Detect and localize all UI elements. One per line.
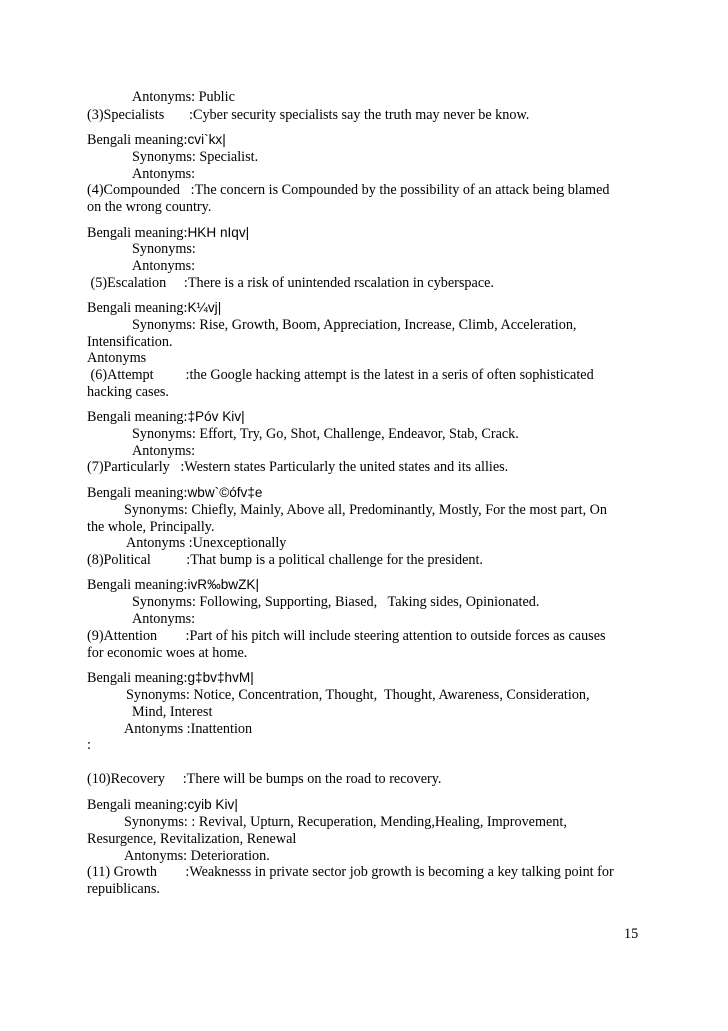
- synonyms-line: Synonyms: : Revival, Upturn, Recuperation, Mending,Healing, Improvement,: [124, 814, 567, 830]
- bengali-meaning-line: [87, 576, 259, 594]
- synonyms-continuation: Resurgence, Revitalization, Renewal: [87, 831, 297, 847]
- bengali-word: cvi`kx|: [187, 132, 226, 147]
- entry-political: (8)Political :That bump is a political challenge for the president.: [87, 552, 483, 568]
- bengali-meaning-line: [87, 484, 262, 502]
- entry-recovery: (10)Recovery :There will be bumps on the road to recovery.: [87, 771, 442, 787]
- synonyms-continuation: Intensification.: [87, 334, 173, 350]
- antonyms-line: Antonyms:: [132, 166, 196, 182]
- synonyms-continuation: the whole, Principally.: [87, 519, 215, 535]
- synonyms-line: Synonyms: Chiefly, Mainly, Above all, Predominantly, Mostly, For the most part, On: [124, 502, 608, 518]
- bengali-label: Bengali meaning:: [87, 132, 188, 148]
- synonyms-line: Synonyms: Following, Supporting, Biased, Taking sides, Opinionated.: [132, 594, 540, 610]
- entry-growth: (11) Growth :Weaknesss in private sector job growth is becoming a key talking point for: [87, 864, 614, 880]
- stray-colon: :: [87, 737, 91, 753]
- bengali-label: Bengali meaning:: [87, 225, 188, 241]
- bengali-label: Bengali meaning:: [87, 409, 188, 425]
- bengali-word: ‡Póv Kiv|: [187, 409, 245, 424]
- synonyms-line: Synonyms: Specialist.: [132, 149, 259, 165]
- synonyms-continuation: Mind, Interest: [132, 704, 213, 720]
- antonyms-line: Antonyms: [87, 350, 147, 366]
- bengali-meaning-line: [87, 408, 245, 426]
- bengali-word: HKH nIqv|: [187, 225, 250, 240]
- bengali-word: cyib Kiv|: [187, 797, 238, 812]
- bengali-label: Bengali meaning:: [87, 300, 188, 316]
- page-number: 15: [624, 926, 639, 942]
- antonyms-line: Antonyms:: [132, 443, 196, 459]
- antonyms-line: Antonyms :Unexceptionally: [126, 535, 287, 551]
- bengali-meaning-line: [87, 299, 221, 317]
- bengali-meaning-line: [87, 131, 226, 149]
- synonyms-line: Synonyms: Notice, Concentration, Thought, Thought, Awareness, Consideration,: [126, 687, 590, 703]
- antonyms-line: Antonyms: Deterioration.: [124, 848, 270, 864]
- antonyms-line: Antonyms: Public: [132, 89, 235, 105]
- bengali-label: Bengali meaning:: [87, 797, 188, 813]
- synonyms-line: Synonyms: Rise, Growth, Boom, Appreciation, Increase, Climb, Acceleration,: [132, 317, 577, 333]
- bengali-label: Bengali meaning:: [87, 577, 188, 593]
- antonyms-line: Antonyms :Inattention: [124, 721, 253, 737]
- entry-attempt: (6)Attempt :the Google hacking attempt is the latest in a seris of often sophisticated: [87, 367, 594, 383]
- bengali-word: K¼vj|: [187, 300, 222, 315]
- bengali-meaning-line: [87, 796, 238, 814]
- bengali-word: g‡bv‡hvM|: [187, 670, 254, 685]
- bengali-label: Bengali meaning:: [87, 485, 188, 501]
- bengali-word: wbw`©ófv‡e: [187, 485, 263, 500]
- entry-continuation: on the wrong country.: [87, 199, 212, 215]
- entry-particularly: (7)Particularly :Western states Particularly the united states and its allies.: [87, 459, 509, 475]
- entry-continuation: repuiblicans.: [87, 881, 160, 897]
- antonyms-line: Antonyms:: [132, 258, 196, 274]
- antonyms-line: Antonyms:: [132, 611, 196, 627]
- entry-continuation: hacking cases.: [87, 384, 169, 400]
- entry-compounded: (4)Compounded :The concern is Compounded by the possibility of an attack being blamed: [87, 182, 610, 198]
- synonyms-line: Synonyms:: [132, 241, 196, 257]
- bengali-meaning-line: [87, 224, 249, 242]
- entry-specialists: (3)Specialists :Cyber security specialists say the truth may never be know.: [87, 107, 530, 123]
- entry-continuation: for economic woes at home.: [87, 645, 248, 661]
- entry-escalation: (5)Escalation :There is a risk of unintended rscalation in cyberspace.: [87, 275, 494, 291]
- synonyms-line: Synonyms: Effort, Try, Go, Shot, Challenge, Endeavor, Stab, Crack.: [132, 426, 519, 442]
- entry-attention: (9)Attention :Part of his pitch will include steering attention to outside forces as causes: [87, 628, 606, 644]
- bengali-word: ivR‰bwZK|: [187, 577, 259, 592]
- bengali-meaning-line: [87, 669, 254, 687]
- bengali-label: Bengali meaning:: [87, 670, 188, 686]
